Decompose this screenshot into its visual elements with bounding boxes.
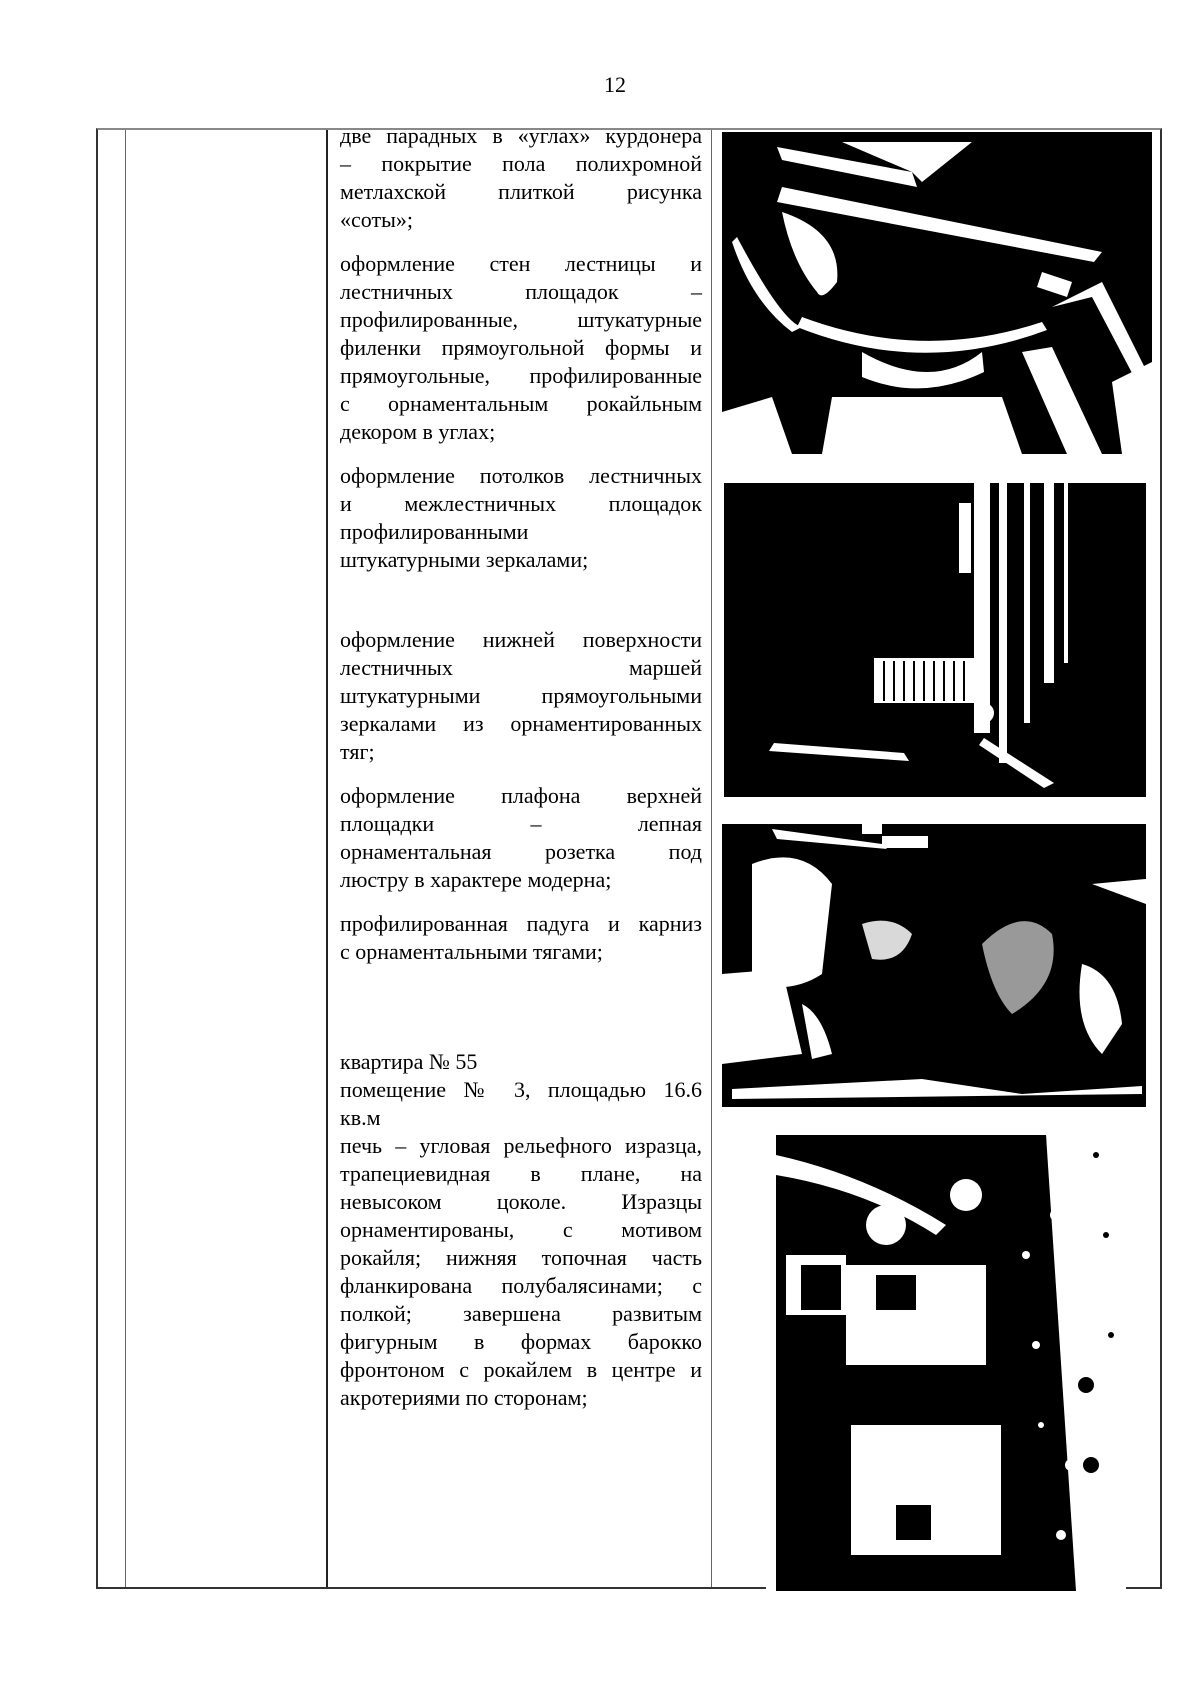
paragraph-cove-cornice: профилированная падуга и карниз с орнаментальными тягами; [340,911,702,964]
paragraph-landing-ceilings: оформление потолков лестничных и межлестничных площадок профилированными штукатурными зеркалами; [340,463,702,572]
paragraph-flight-soffits: оформление нижней поверхности лестничных маршей штукатурными прямоугольными зеркалами из орнаментированных тяг; [340,627,702,764]
photo-stair-landing [724,483,1146,797]
paragraph-stair-walls: оформление стен лестницы и лестничных площадок – профилированные, штукатурные филенки прямоугольной формы и прямоугольные, профилированные с орнаментальным рокайльным декором в углах; [340,251,702,444]
paragraph-upper-landing-plafond: оформление плафона верхней площадки – лепная орнаментальная розетка под люстру в характере модерна; [340,783,702,892]
column-divider-2 [326,130,328,1587]
ceiling-rosette-image [722,824,1146,1107]
paragraph-floor-covering: две парадных в «углах» курдонера – покрытие пола полихромной метлахской плиткой рисунка «соты»; [340,123,702,232]
column-divider-1 [125,130,126,1587]
tiled-stove-image [766,1135,1126,1591]
paragraph-apartment-55-stove: квартира № 55 помещение № 3, площадью 16.6 кв.м печь – угловая рельефного изразца, трапециевидная в плане, на невысоком цоколе. Изразцы орнаментированы, с мотивом рокайля; нижняя топочная часть фланкирована полубалясинами; с полкой; завершена развитым фигурным в формах барокко фронтоном с рокайлем в центре и акротериями по сторонам; [340,1049,702,1410]
column-divider-3 [711,130,712,1587]
photo-staircase-ceiling [722,132,1152,454]
heritage-elements-table [96,123,1162,1589]
stair-landing-image [724,483,1146,797]
photo-tiled-stove [766,1135,1126,1591]
page-number: 12 [604,72,626,97]
staircase-ceiling-image [722,132,1152,454]
photo-ceiling-rosette [722,824,1146,1107]
